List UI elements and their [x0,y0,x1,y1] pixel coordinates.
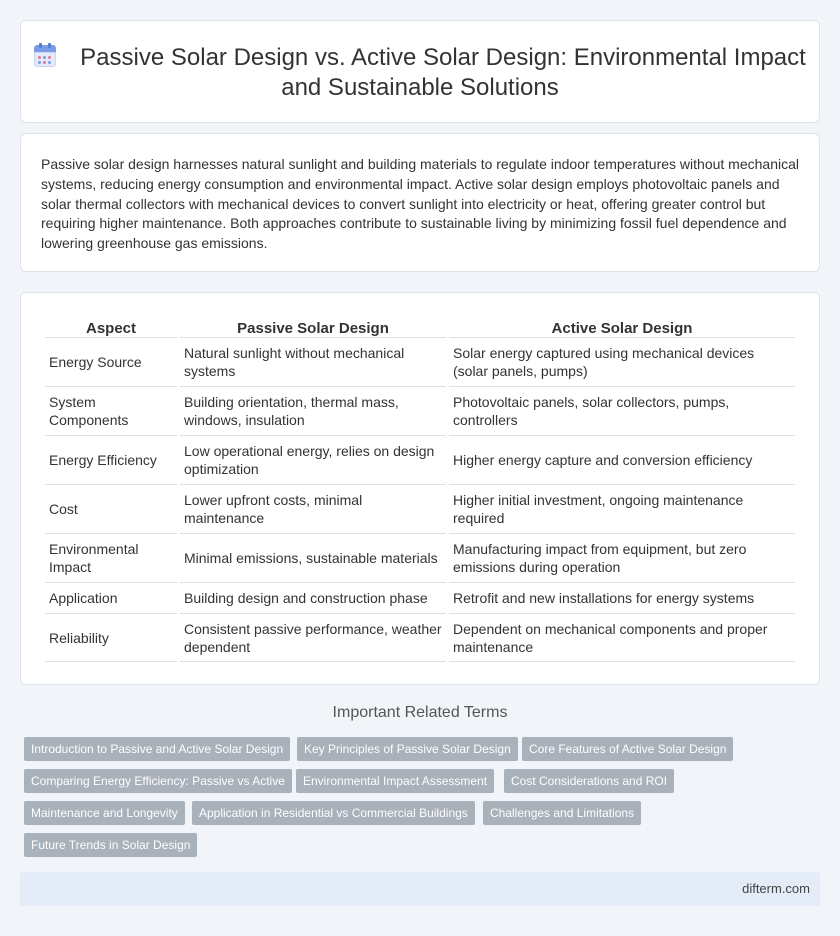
cell-passive: Natural sunlight without mechanical systems [180,337,446,386]
header-passive: Passive Solar Design [237,320,389,337]
cell-aspect: Environmental Impact [45,533,177,582]
related-term-tag[interactable]: Maintenance and Longevity [24,801,185,825]
related-term-tag[interactable]: Challenges and Limitations [483,801,641,825]
cell-passive: Minimal emissions, sustainable materials [180,533,446,582]
related-term-tag[interactable]: Application in Residential vs Commercial Buildings [192,801,475,825]
cell-active: Higher initial investment, ongoing maintenance required [449,484,795,533]
table-row [45,435,795,484]
cell-aspect: System Components [45,386,177,435]
cell-passive: Low operational energy, relies on design optimization [180,435,446,484]
table-row [45,337,795,386]
comparison-table [42,317,798,662]
page-title: Passive Solar Design vs. Active Solar Design: Environmental Impact and Sustainable Solutions [80,44,806,101]
cell-passive: Building design and construction phase [180,582,446,613]
table-row [45,386,795,435]
footer-site-link[interactable]: difterm.com [742,881,810,896]
page-title-wrap [21,43,819,103]
footer [20,872,820,906]
table-header-row [45,317,795,337]
cell-active: Solar energy captured using mechanical devices (solar panels, pumps) [449,337,795,386]
related-term-tag[interactable]: Future Trends in Solar Design [24,833,197,857]
header-active: Active Solar Design [551,320,693,337]
cell-passive: Lower upfront costs, minimal maintenance [180,484,446,533]
related-term-tag[interactable]: Introduction to Passive and Active Solar Design [24,737,290,761]
table-row [45,582,795,613]
related-term-tag[interactable]: Environmental Impact Assessment [296,769,494,793]
table-row [45,533,795,582]
related-term-tag[interactable]: Key Principles of Passive Solar Design [297,737,518,761]
cell-active: Higher energy capture and conversion efficiency [449,435,795,484]
table-row [45,484,795,533]
cell-passive: Consistent passive performance, weather dependent [180,613,446,662]
cell-aspect: Cost [45,484,177,533]
cell-aspect: Energy Source [45,337,177,386]
cell-active: Retrofit and new installations for energy systems [449,582,795,613]
related-terms-heading: Important Related Terms [332,704,508,721]
header-card [20,20,820,123]
cell-passive: Building orientation, thermal mass, windows, insulation [180,386,446,435]
cell-active: Manufacturing impact from equipment, but zero emissions during operation [449,533,795,582]
related-term-tag[interactable]: Cost Considerations and ROI [504,769,674,793]
intro-paragraph: Passive solar design harnesses natural sunlight and building materials to regulate indoor temperatures without mechanical systems, reducing energy consumption and environmental impact. Active solar design employs photovoltaic panels and solar thermal collectors with mechanical devices to convert sunlight into electricity or heat, offering greater control but requiring higher maintenance. Both approaches contribute to sustainable living by minimizing fossil fuel dependence and lowering greenhouse gas emissions. [41,156,799,252]
related-term-tag[interactable]: Core Features of Active Solar Design [522,737,733,761]
related-term-tag[interactable]: Comparing Energy Efficiency: Passive vs Active [24,769,292,793]
intro-card [20,133,820,272]
comparison-table-card [20,292,820,685]
cell-active: Dependent on mechanical components and proper maintenance [449,613,795,662]
calendar-icon [34,45,56,67]
table-row [45,613,795,662]
cell-aspect: Energy Efficiency [45,435,177,484]
cell-active: Photovoltaic panels, solar collectors, pumps, controllers [449,386,795,435]
cell-aspect: Reliability [45,613,177,662]
cell-aspect: Application [45,582,177,613]
header-aspect: Aspect [85,320,137,337]
